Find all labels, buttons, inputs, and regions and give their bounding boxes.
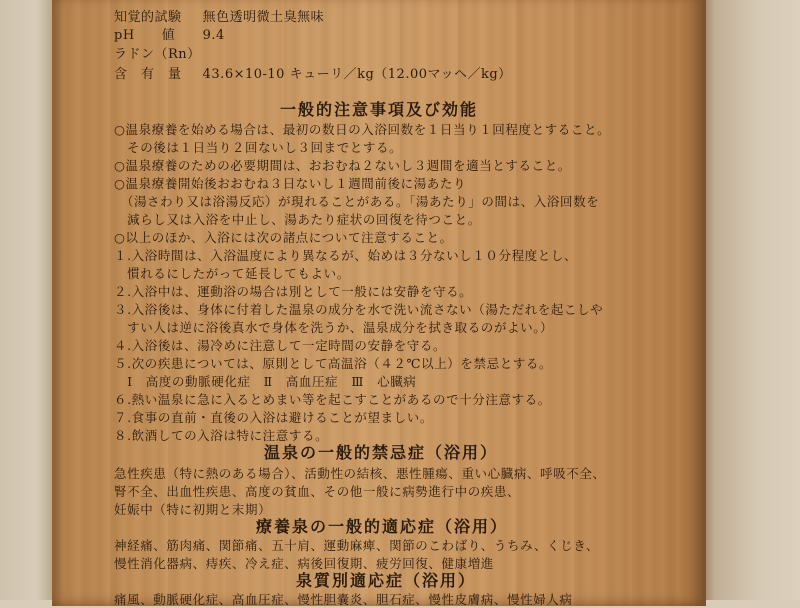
section1-line: ７.食事の直前・直後の入浴は避けることが望ましい。 <box>114 410 433 425</box>
analysis-key: pH 値 <box>114 28 176 43</box>
section1-line: その後は１日当り２回ないし３回までとする。 <box>114 140 403 155</box>
section1-line: 慣れるにしたがって延長してもよい。 <box>114 266 350 281</box>
section-title-contraindications: 温泉の一般的禁忌症（浴用） <box>264 443 499 462</box>
section1-line: ４.入浴後は、湯冷めに注意して一定時間の安静を守る。 <box>114 338 447 353</box>
section1-line: ６.熱い温泉に急に入るとめまい等を起こすことがあるので十分注意する。 <box>114 392 551 407</box>
analysis-key: 知覚的試験 <box>114 10 182 25</box>
wall-left <box>0 0 52 600</box>
analysis-row-radon <box>114 43 201 62</box>
section1-line: １.入浴時間は、入浴温度により異なるが、始めは３分ないし１０分程度とし、 <box>114 248 578 263</box>
section1-line: すい人は逆に浴後真水で身体を洗うか、温泉成分を拭き取るのがよい。） <box>114 320 554 335</box>
section1-line: ８.飲酒しての入浴は特に注意する。 <box>114 428 329 443</box>
section1-line: ○温泉療養のための必要期間は、おおむね２ないし３週間を適当とすること。 <box>114 158 571 173</box>
section2-line: 腎不全、出血性疾患、高度の貧血、その他一般に病勢進行中の疾患、 <box>114 484 521 499</box>
section2-line: 急性疾患（特に熱のある場合）、活動性の結核、悪性腫瘍、重い心臓病、呼吸不全、 <box>114 466 606 481</box>
analysis-key: 含 有 量 <box>114 67 182 82</box>
analysis-row-ph <box>114 24 225 43</box>
section3-line: 慢性消化器病、痔疾、冷え症、病後回復期、疲労回復、健康増進 <box>114 556 494 571</box>
section1-line: （湯さわり又は浴湯反応）が現れることがある。「湯あたり」の間は、入浴回数を <box>114 194 600 209</box>
analysis-row-appearance <box>114 6 324 25</box>
section-title-general-indications: 療養泉の一般的適応症（浴用） <box>256 517 509 536</box>
section1-line: ○以上のほか、入浴には次の諸点について注意すること。 <box>114 230 453 245</box>
section1-line: ○温泉療養開始後おおむね３日ないし１週間前後に湯あたり <box>114 176 467 191</box>
analysis-value: 43.6×10-10 キューリ／kg（12.00マッヘ／kg） <box>202 67 512 82</box>
analysis-value: 9.4 <box>202 28 225 43</box>
wall-right <box>696 0 800 600</box>
section1-line: 減らし又は入浴を中止し、湯あたり症状の回復を待つこと。 <box>114 212 481 227</box>
section-title-spring-specific-indications: 泉質別適応症（浴用） <box>296 571 477 590</box>
section1-line: ３.入浴後は、身体に付着した温泉の成分を水で洗い流さない（湯ただれを起こしや <box>114 302 604 317</box>
section1-line: ○温泉療養を始める場合は、最初の数日の入浴回数を１日当り１回程度とすること。 <box>114 122 611 137</box>
section4-line: 痛風、動脈硬化症、高血圧症、慢性胆嚢炎、胆石症、慢性皮膚病、慢性婦人病 <box>114 592 573 607</box>
section1-line: Ⅰ 高度の動脈硬化症 Ⅱ 高血圧症 Ⅲ 心臓病 <box>114 374 417 389</box>
wooden-notice-board <box>52 0 706 606</box>
section3-line: 神経痛、筋肉痛、関節痛、五十肩、運動麻痺、関節のこわばり、うちみ、くじき、 <box>114 538 599 553</box>
analysis-row-content <box>114 63 512 82</box>
section-title-general-precautions: 一般的注意事項及び効能 <box>280 100 479 119</box>
analysis-value: 無色透明微土臭無味 <box>202 10 325 25</box>
analysis-key: ラドン（Rn） <box>114 47 201 62</box>
section2-line: 妊娠中（特に初期と末期） <box>114 502 272 517</box>
section1-line: ２.入浴中は、運動浴の場合は別として一般には安静を守る。 <box>114 284 473 299</box>
section1-line: ５.次の疾患については、原則として高温浴（４２℃以上）を禁忌とする。 <box>114 356 553 371</box>
